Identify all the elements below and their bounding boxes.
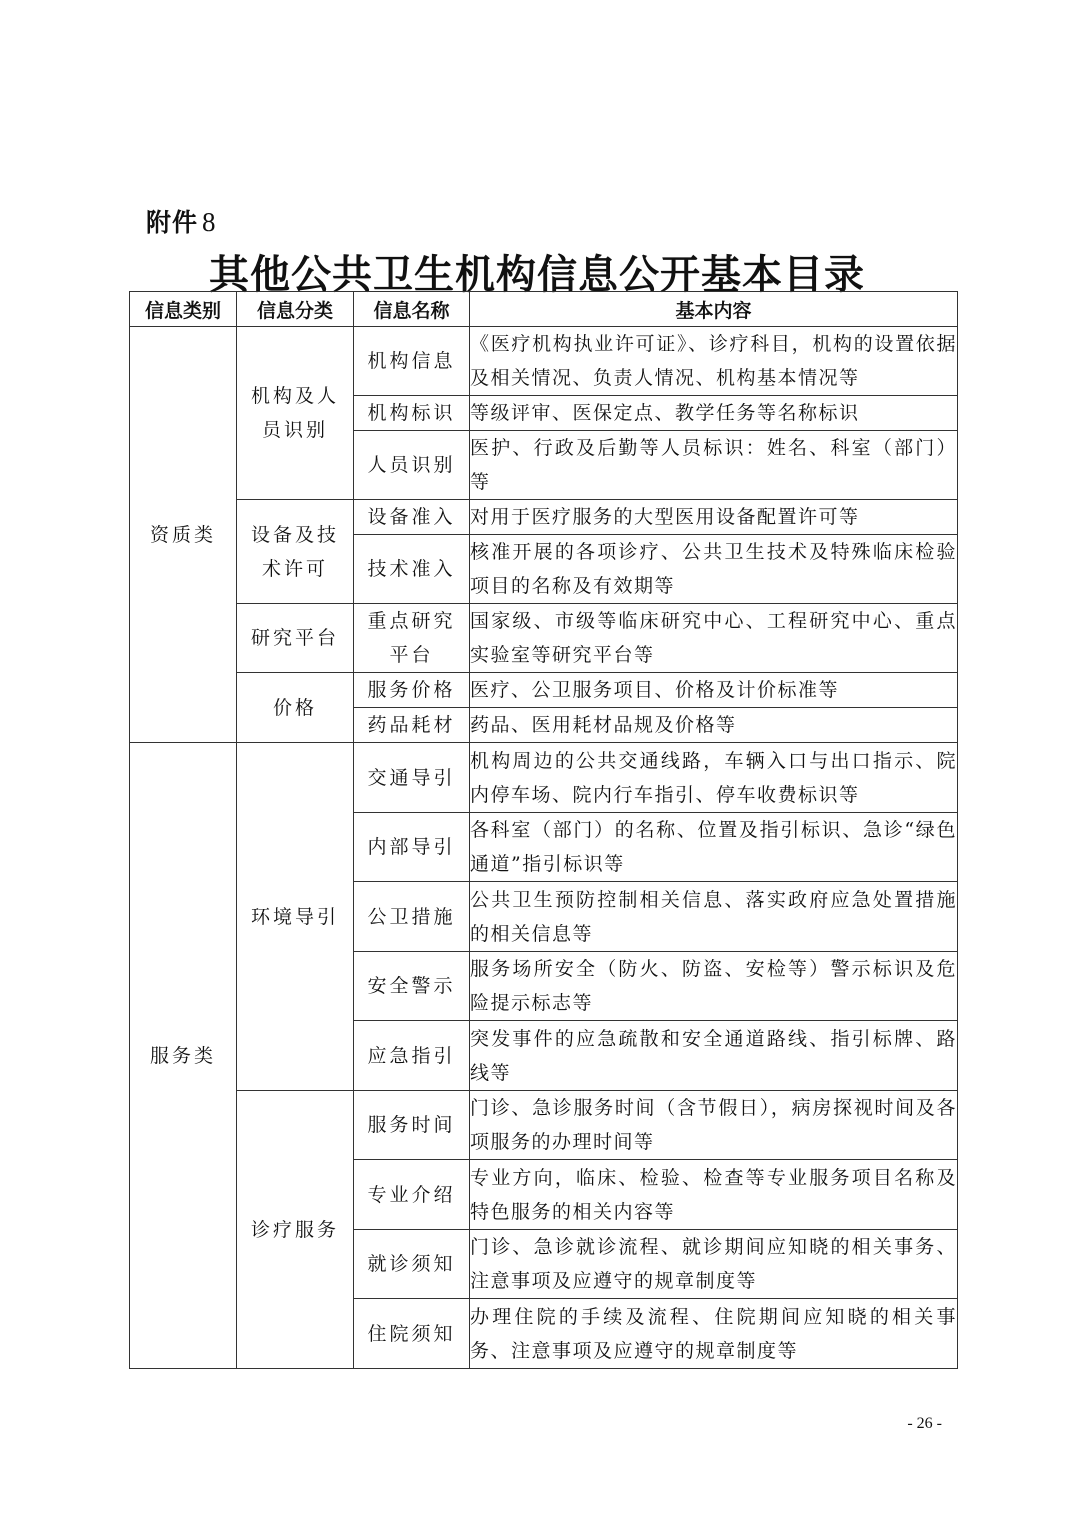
table-row: [130, 500, 958, 535]
name-cell: 公卫措施: [354, 882, 470, 952]
content-cell: 服务场所安全（防火、防盗、安检等）警示标识及危险提示标志等: [470, 952, 958, 1021]
name-cell: 安全警示: [354, 952, 470, 1021]
content-cell: 等级评审、医保定点、教学任务等名称标识: [470, 396, 958, 431]
table-row: [130, 604, 958, 673]
name-cell: 内部导引: [354, 813, 470, 882]
content-cell: 专业方向，临床、检验、检查等专业服务项目名称及特色服务的相关内容等: [470, 1160, 958, 1230]
name-cell: 技术准入: [354, 535, 470, 604]
attachment-label: [146, 203, 217, 239]
attachment-word: 附件: [146, 208, 199, 237]
name-cell: 设备准入: [354, 500, 470, 535]
name-cell: 交通导引: [354, 743, 470, 813]
content-cell: 突发事件的应急疏散和安全通道路线、指引标牌、路线等: [470, 1021, 958, 1091]
subcategory-text: 设备及技术许可: [250, 523, 339, 580]
name-cell: 服务价格: [354, 673, 470, 708]
name-cell: 住院须知: [354, 1299, 470, 1369]
table-row: [130, 1091, 958, 1160]
content-cell: 各科室（部门）的名称、位置及指引标识、急诊“绿色通道”指引标识等: [470, 813, 958, 882]
content-cell: 国家级、市级等临床研究中心、工程研究中心、重点实验室等研究平台等: [470, 604, 958, 673]
table-row: [130, 673, 958, 708]
subcategory-cell: 研究平台: [237, 604, 354, 673]
header-subcategory: 信息分类: [237, 292, 354, 327]
page-title: 其他公共卫生机构信息公开基本目录: [209, 251, 865, 298]
subcategory-cell: 环境导引: [237, 743, 354, 1091]
name-cell: 服务时间: [354, 1091, 470, 1160]
subcategory-cell: [237, 327, 354, 500]
subcategory-text: 机构及人员识别: [250, 385, 339, 441]
page-number: - 26 -: [907, 1415, 942, 1432]
table-header-row: [130, 292, 958, 327]
header-category: 信息类别: [130, 292, 237, 327]
name-text: 重点研究平台: [367, 610, 456, 666]
name-cell: 应急指引: [354, 1021, 470, 1091]
header-content: 基本内容: [470, 292, 958, 327]
catalog-table: [129, 291, 958, 1369]
subcategory-cell: [237, 500, 354, 604]
content-cell: 门诊、急诊就诊流程、就诊期间应知晓的相关事务、注意事项及应遵守的规章制度等: [470, 1230, 958, 1299]
name-cell: 机构标识: [354, 396, 470, 431]
content-cell: 对用于医疗服务的大型医用设备配置许可等: [470, 500, 958, 535]
content-cell: 办理住院的手续及流程、住院期间应知晓的相关事务、注意事项及应遵守的规章制度等: [470, 1299, 958, 1369]
content-cell: 核准开展的各项诊疗、公共卫生技术及特殊临床检验项目的名称及有效期等: [470, 535, 958, 604]
content-cell: 医护、行政及后勤等人员标识：姓名、科室（部门）等: [470, 431, 958, 500]
table-row: [130, 743, 958, 813]
name-cell: 机构信息: [354, 327, 470, 396]
content-cell: 机构周边的公共交通线路，车辆入口与出口指示、院内停车场、院内行车指引、停车收费标识等: [470, 743, 958, 813]
content-cell: 医疗、公卫服务项目、价格及计价标准等: [470, 673, 958, 708]
table-row: [130, 327, 958, 396]
name-cell: [354, 604, 470, 673]
category-cell: 资质类: [130, 327, 237, 743]
name-cell: 药品耗材: [354, 708, 470, 743]
name-cell: 专业介绍: [354, 1160, 470, 1230]
header-name: 信息名称: [354, 292, 470, 327]
name-cell: 就诊须知: [354, 1230, 470, 1299]
category-cell: 服务类: [130, 743, 237, 1369]
content-cell: 药品、医用耗材品规及价格等: [470, 708, 958, 743]
subcategory-cell: 诊疗服务: [237, 1091, 354, 1369]
content-cell: 公共卫生预防控制相关信息、落实政府应急处置措施的相关信息等: [470, 882, 958, 952]
subcategory-cell: 价格: [237, 673, 354, 743]
name-cell: 人员识别: [354, 431, 470, 500]
content-cell: 门诊、急诊服务时间（含节假日），病房探视时间及各项服务的办理时间等: [470, 1091, 958, 1160]
content-cell: 《医疗机构执业许可证》、诊疗科目，机构的设置依据及相关情况、负责人情况、机构基本情况等: [470, 327, 958, 396]
attachment-number: 8: [202, 207, 217, 237]
